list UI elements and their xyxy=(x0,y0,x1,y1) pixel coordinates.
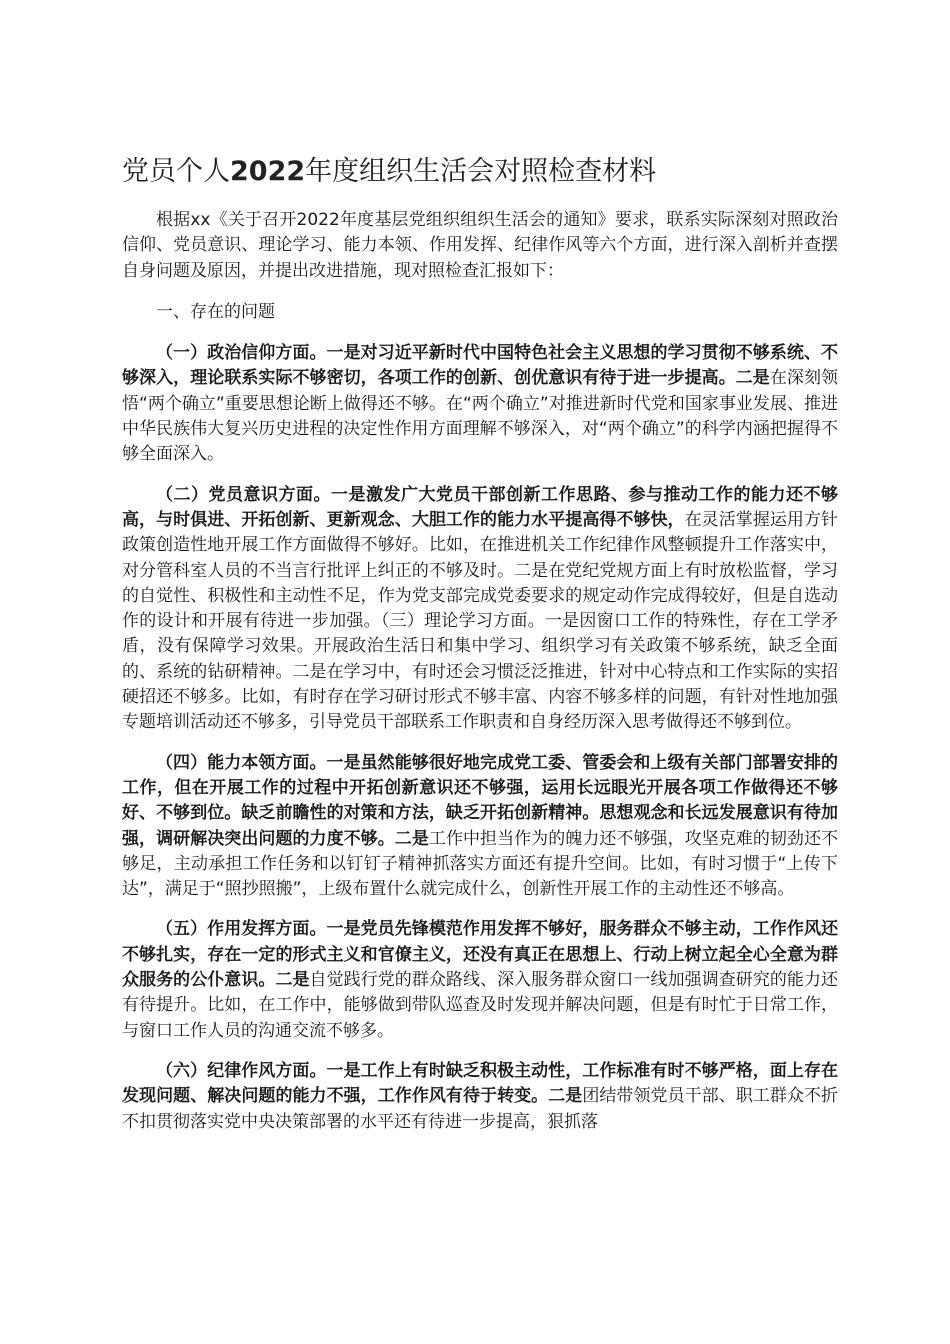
document-title xyxy=(122,150,842,194)
title-year: 2022 xyxy=(230,156,306,187)
title-prefix: 党员个人 xyxy=(122,156,230,187)
document-body xyxy=(122,208,838,1150)
paragraph-party-awareness xyxy=(122,483,838,736)
intro-paragraph: 根据xx《关于召开2022年度基层党组织组织生活会的通知》要求，联系实际深刻对照政治信仰、党员意识、理论学习、能力本领、作用发挥、纪律作风等六个方面，进行深入剖析并查摆自身问题及原因，并提出改进措施，现对照检查汇报如下： xyxy=(122,210,838,281)
title-suffix: 年度组织生活会对照检查材料 xyxy=(305,156,657,187)
paragraph-lead: （四）能力本领方面。一是虽然能够很好地完成党工委、管委会和上级有关部门部署安排的工作，但在开展工作的过程中开拓创新意识还不够强，运用长远眼光开展各项工作做得还不够好、不够到位。缺乏前瞻性的对策和方法，缺乏开拓创新精神。思想观念和长远发展意识有待加强，调研解决突出问题的力度不够。二是 xyxy=(122,752,838,849)
paragraph-text: 工作中担当作为的魄力还不够强，攻坚克难的韧劲还不够足，主动承担工作任务和以钉钉子精神抓落实方面还有提升空间。比如，有时习惯于“上传下达”，满足于“照抄照搬”，上级布置什么就完成什么，创新性开展工作的主动性还不够高。 xyxy=(122,828,839,900)
paragraph-lead: （六）纪律作风方面。一是工作上有时缺乏积极主动性，工作标准有时不够严格，面上存在发现问题、解决问题的能力不强，工作作风有待于转变。二是 xyxy=(122,1060,838,1107)
paragraph-text: 在灵活掌握运用方针政策创造性地开展工作方面做得不够好。比如，在推进机关工作纪律作风整顿提升工作落实中，对分管科室人员的不当言行批评上纠正的不够及时。二是在党纪党规方面上有时放松监督，学习的自觉性、积极性和主动性不足，作为党支部完成党委要求的规定动作完成得较好，但是自选动作的设计和开展有待进一步加强。（三）理论学习方面。一是因窗口工作的特殊性，存在工学矛盾，没有保障学习效果。开展政治生活日和集中学习、组织学习有关政策不够系统，缺乏全面的、系统的钻研精神。二是在学习中，有时还会习惯泛泛推进，针对中心特点和工作实际的实招硬招还不够多。比如，有时存在学习研讨形式不够丰富、内容不够多样的问题，有针对性地加强专题培训活动还不够多，引导党员干部联系工作职责和自身经历深入思考做得还不够到位。 xyxy=(122,509,838,733)
paragraph-role xyxy=(122,917,838,1043)
paragraph-lead: （一）政治信仰方面。一是对习近平新时代中国特色社会主义思想的学习贯彻不够系统、不够深入，理论联系实际不够密切，各项工作的创新、创优意识有待于进一步提高。二是 xyxy=(122,343,838,389)
paragraph-capability xyxy=(122,751,838,903)
paragraph-text: 自觉践行党的群众路线、深入服务群众窗口一线加强调查研究的能力还有待提升。比如，在工作中，能够做到带队巡查及时发现并解决问题，但是有时忙于日常工作，与窗口工作人员的沟通交流不够多。 xyxy=(122,970,839,1041)
paragraph-lead: （二）党员意识方面。一是激发广大党员干部创新工作思路、参与推动工作的能力还不够高，与时俱进、开拓创新、更新观念、大胆工作的能力水平提高得不够快， xyxy=(122,484,838,530)
paragraph-text: 团结带领党员干部、职工群众不折不扣贯彻落实党中央决策部署的水平还有待进一步提高，狠抓落 xyxy=(122,1086,839,1132)
paragraph-text: 在深刻领悟“两个确立”重要思想论断上做得还不够。在“两个确立”对推进新时代党和国家事业发展、推进中华民族伟大复兴历史进程的决定性作用方面理解不够深入，对“两个确立”的科学内涵把握得不够全面深入。 xyxy=(122,368,839,465)
section-heading: 一、存在的问题 xyxy=(156,301,275,322)
paragraph-political-belief xyxy=(122,341,838,467)
paragraph-lead: （五）作用发挥方面。一是党员先锋模范作用发挥不够好，服务群众不够主动，工作作风还不够扎实，存在一定的形式主义和官僚主义，还没有真正在思想上、行动上树立起全心全意为群众服务的公仆意识。二是 xyxy=(122,919,838,991)
paragraph-discipline xyxy=(122,1059,838,1135)
